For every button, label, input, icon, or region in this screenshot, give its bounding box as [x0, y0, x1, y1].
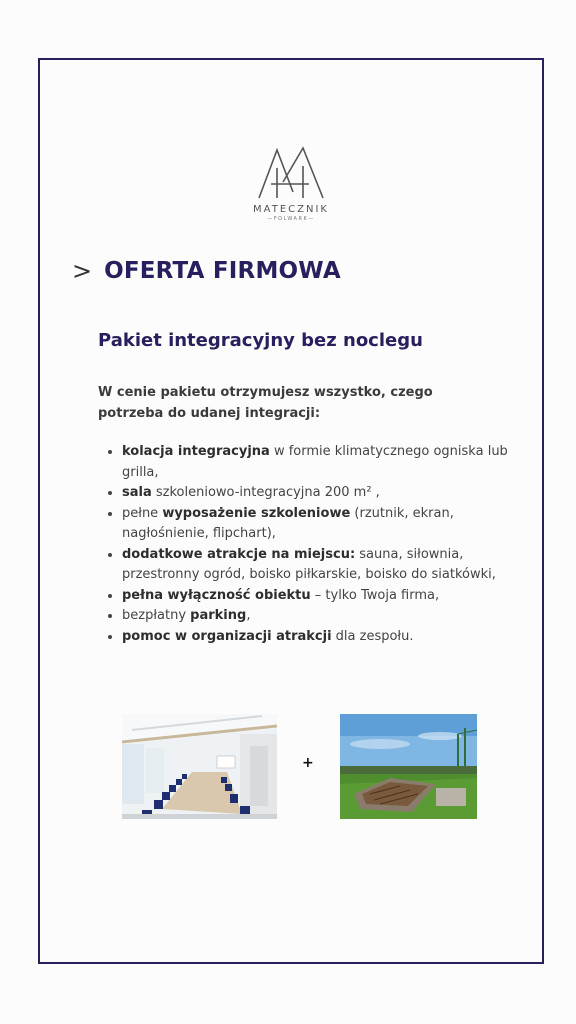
package-intro: W cenie pakietu otrzymujesz wszystko, czego potrzeba do udanej integracji:: [98, 385, 433, 421]
list-item: • kolacja integracyjna w formie klimatycznego ogniska lub grilla,: [122, 442, 522, 483]
mountains-logo-icon: [255, 144, 327, 202]
page-title: OFERTA FIRMOWA: [104, 258, 341, 284]
list-item: • pełne wyposażenie szkoleniowe (rzutnik, ekran, nagłośnienie, flipchart),: [122, 504, 522, 545]
list-item: • pełna wyłączność obiektu – tylko Twoja firma,: [122, 586, 522, 607]
plus-sign: +: [302, 755, 314, 771]
page-frame: [38, 58, 544, 964]
package-title: Pakiet integracyjny bez noclegu: [98, 330, 423, 351]
outdoor-area-photo: [340, 714, 477, 819]
list-item: • dodatkowe atrakcje na miejscu: sauna, siłownia, przestronny ogród, boisko piłkarskie, boisko do siatkówki,: [122, 545, 522, 586]
list-item: • bezpłatny parking,: [122, 606, 522, 627]
list-item: • pomoc w organizacji atrakcji dla zespołu.: [122, 627, 522, 648]
list-item: • sala szkoleniowo-integracyjna 200 m² ,: [122, 483, 522, 504]
package-features-list: [98, 442, 522, 647]
logo-name: MATECZNIK: [253, 204, 329, 215]
logo-subtitle: —FOLWARK—: [267, 216, 315, 222]
logo: [40, 144, 542, 222]
conference-room-photo: [122, 714, 277, 819]
chevron-right-icon: >: [72, 257, 93, 285]
section-header: [72, 258, 341, 284]
